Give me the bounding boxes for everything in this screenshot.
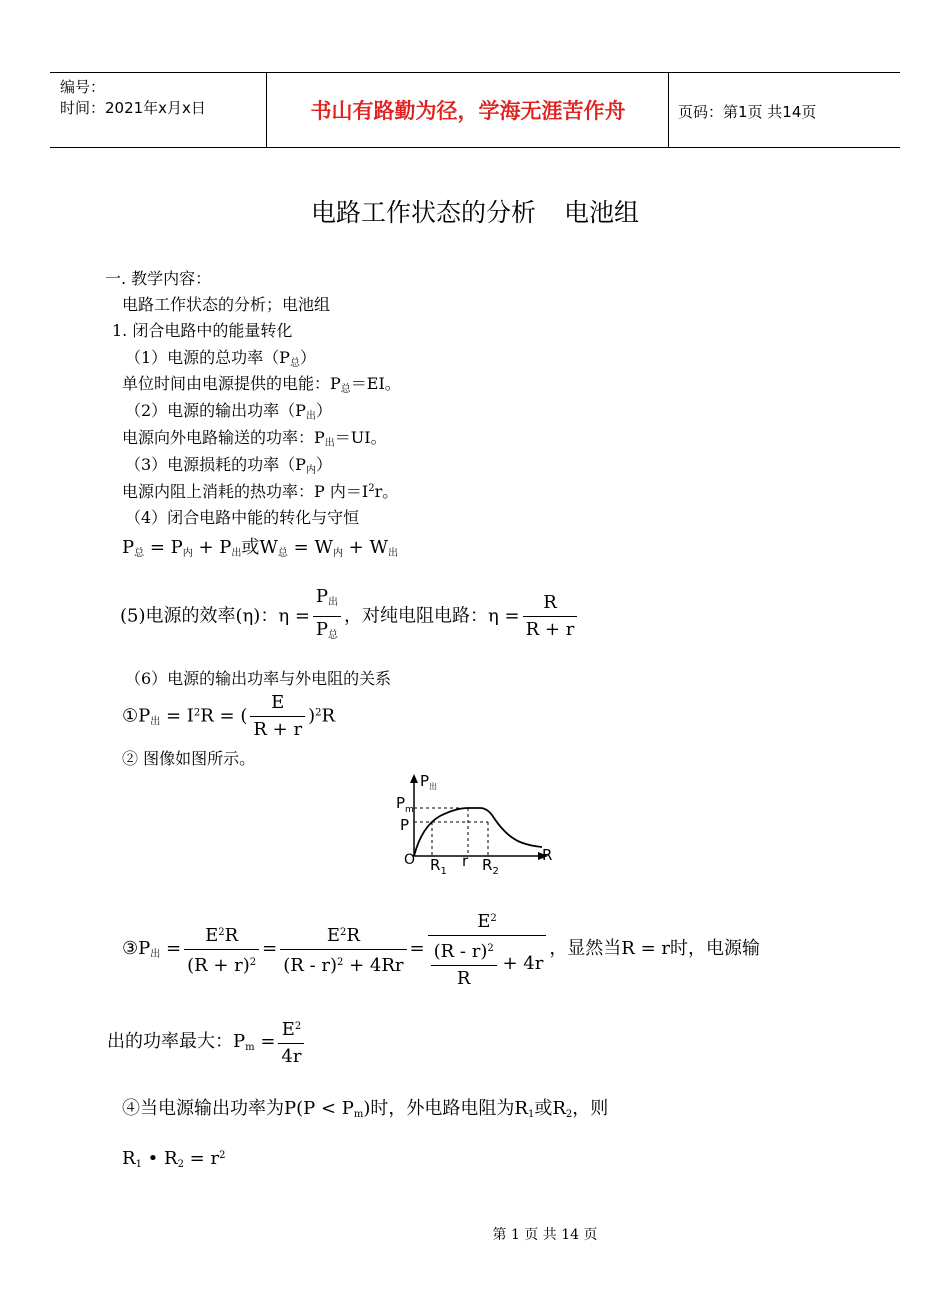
formula-max-power: 出的功率最大：$P_m$ = $\frac{E^2}{4r}$ <box>107 1014 307 1070</box>
y-axis-label: $P_出$ <box>420 772 438 791</box>
x-axis-label: R <box>542 846 553 864</box>
formula-1: $①P_出 = I^2R$ = ( $\frac{E}{R + r}$ )$^2$R <box>122 692 336 740</box>
pm-label: $P_m$ <box>396 794 414 815</box>
section-heading: 一. 教学内容： <box>105 269 212 288</box>
content-line: 单位时间由电源提供的电能：$P_总=EI$。 <box>122 374 401 395</box>
content-line: 1. 闭合电路中的能量转化 <box>112 321 293 340</box>
formula-efficiency: (5)电源的效率(η)：η = $\frac{P_出}{P_总}$ ，对纯电阻电路：η = $\frac{R}{R + r}$ <box>120 584 580 649</box>
r2-label: $R_2$ <box>482 856 499 877</box>
content-line: ② 图像如图所示。 <box>122 749 256 768</box>
y-axis-arrow <box>410 774 418 783</box>
p-label: P <box>400 816 410 834</box>
content-line: （2）电源的输出功率$(P_出)$ <box>125 401 332 422</box>
r1-label: $R_1$ <box>430 856 447 877</box>
header-divider <box>668 73 669 147</box>
page-info: 页码：第1页 共14页 <box>678 103 817 121</box>
content-line: 电路工作状态的分析；电池组 <box>122 295 331 314</box>
r-label: r <box>462 852 469 870</box>
formula-energy: $P_总 = P_内 + P_出$或$W_总 = W_内 + W_出$ <box>122 537 398 559</box>
content-line: 电源向外电路输送的功率：$P_出=UI$。 <box>122 428 387 449</box>
formula-4: ④当电源输出功率为$P(P < P_m)$时，外电路电阻为$R_1$或$R_2$，则 <box>122 1098 609 1120</box>
content-line: （3）电源损耗的功率$(P_内)$ <box>125 455 332 476</box>
formula-r1r2: $R_1$ • $R_2 = r^2$ <box>122 1148 226 1170</box>
content-line: （4）闭合电路中能的转化与守恒 <box>125 508 360 527</box>
time-label: 时间：2021年x月x日 <box>60 99 206 117</box>
number-label: 编号： <box>60 78 106 96</box>
content-line: （6）电源的输出功率与外电阻的关系 <box>125 669 392 688</box>
motto: 书山有路勤为径，学海无涯苦作舟 <box>310 99 626 123</box>
header-left <box>60 77 206 119</box>
page-title: 电路工作状态的分析 电池组 <box>311 198 639 227</box>
page-footer: 第 1 页 共 14 页 <box>492 1227 598 1243</box>
power-curve <box>414 808 542 856</box>
origin-label: O <box>404 852 416 868</box>
content-line: （1）电源的总功率$(P_总)$ <box>125 348 316 369</box>
header-divider <box>266 73 267 147</box>
formula-3: $③P_出$ = $\frac{E^2R}{(R + r)^2}$ = $\frac{E^2R}{(R - r)^2 + 4Rr}$ = $E^2$ $\frac{(R - r)^2}{R}$ + 4r ，显然当R = r时，电源输 <box>122 906 760 992</box>
content-line: 电源内阻上消耗的热功率：P 内$=I^2r$。 <box>122 482 399 501</box>
power-resistance-graph <box>392 770 562 880</box>
header-table <box>50 72 900 148</box>
